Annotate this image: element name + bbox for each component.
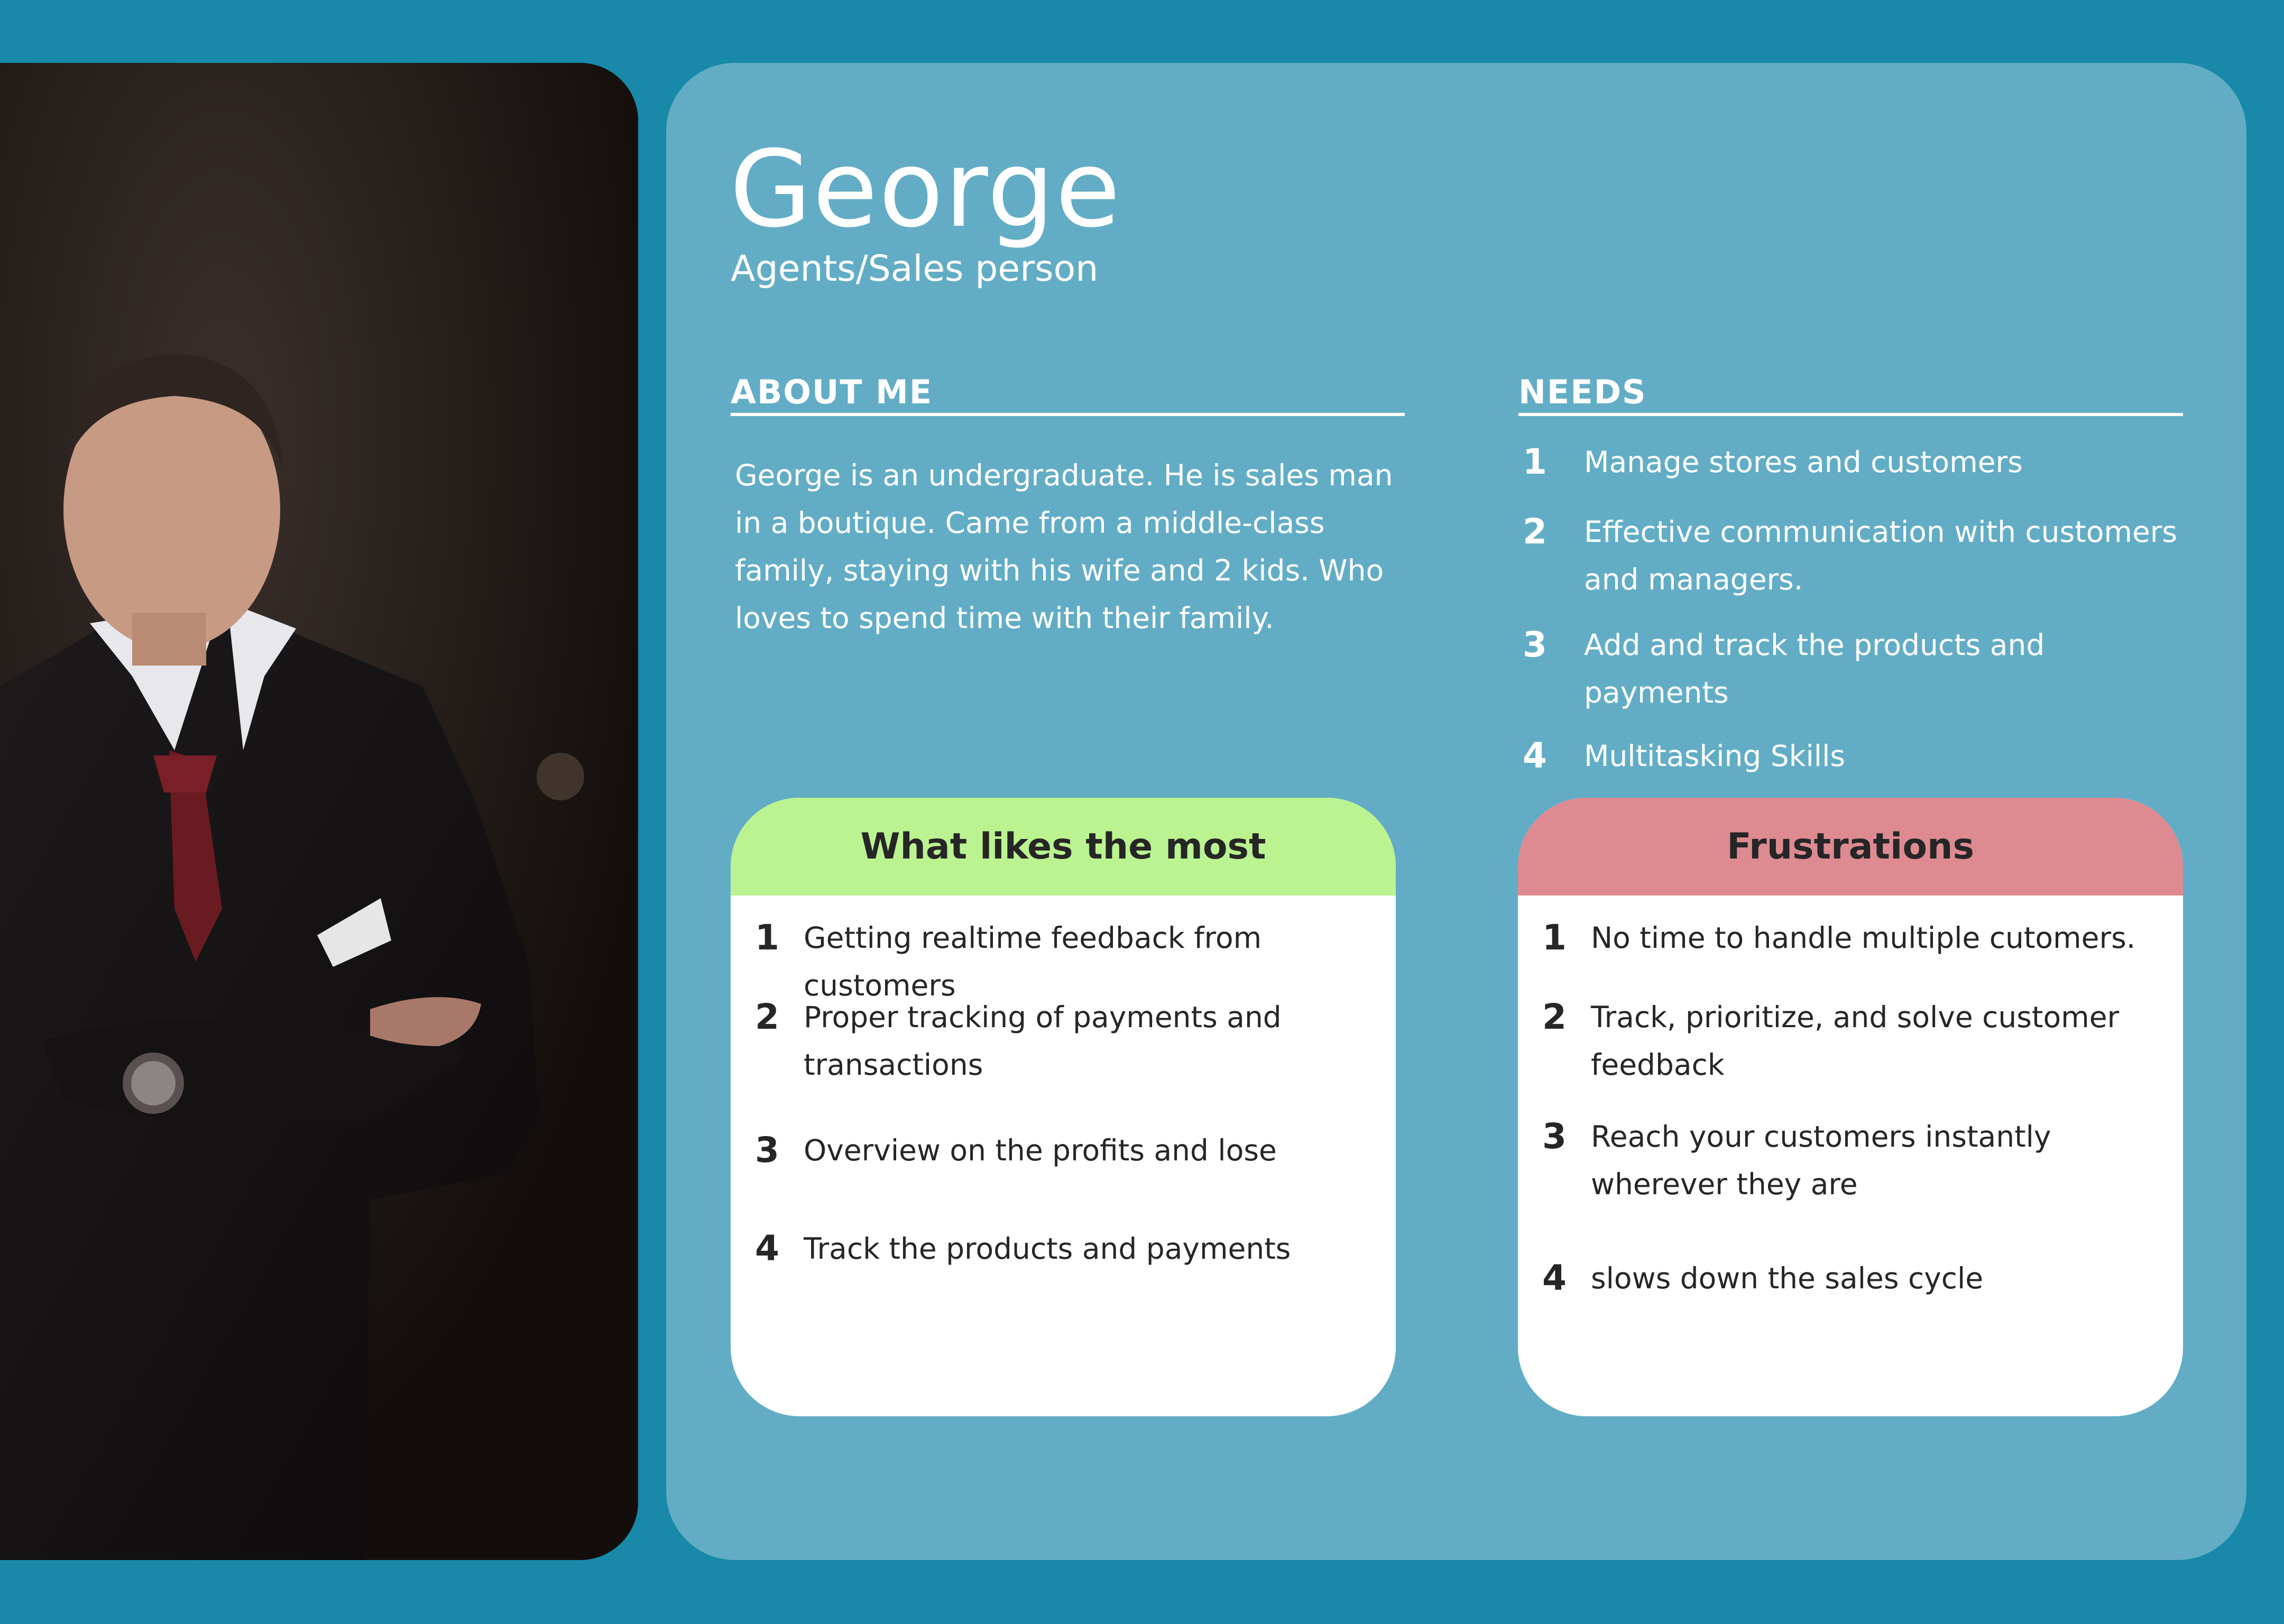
likes-text: Track the products and payments <box>804 1232 1291 1266</box>
need-item <box>1523 621 2184 716</box>
likes-text: Proper tracking of payments and transactions <box>804 1000 1282 1082</box>
likes-item <box>755 1225 1379 1272</box>
frustrations-text: slows down the sales cycle <box>1591 1261 1984 1295</box>
need-number: 4 <box>1523 735 1547 776</box>
needs-heading: NEEDS <box>1518 376 2183 416</box>
man-in-suit-image <box>0 63 638 1560</box>
frustrations-text: No time to handle multiple cutomers. <box>1591 921 2136 955</box>
frustrations-item <box>1542 993 2166 1088</box>
need-number: 2 <box>1523 511 1547 552</box>
likes-heading: What likes the most <box>731 798 1396 896</box>
need-item <box>1523 732 2184 780</box>
likes-text: Getting realtime feedback from customers <box>804 921 1262 1002</box>
need-item <box>1523 438 2184 486</box>
frustrations-box <box>1518 798 2183 1416</box>
need-number: 3 <box>1523 624 1547 665</box>
frustrations-text: Track, prioritize, and solve customer feedback <box>1591 1000 2120 1082</box>
frustrations-item <box>1542 1254 2166 1302</box>
frustrations-number: 3 <box>1542 1116 1567 1157</box>
frustrations-number: 1 <box>1542 917 1567 958</box>
likes-box <box>731 798 1396 1416</box>
need-text: Multitasking Skills <box>1584 739 1846 773</box>
need-text: Add and track the products and payments <box>1584 628 2045 709</box>
likes-item <box>755 993 1379 1088</box>
frustrations-item <box>1542 914 2166 962</box>
likes-text: Overview on the profits and lose <box>804 1133 1277 1167</box>
likes-number: 2 <box>755 996 779 1037</box>
likes-number: 3 <box>755 1130 779 1170</box>
persona-name: George <box>730 128 1122 251</box>
persona-role: Agents/Sales person <box>731 248 1099 290</box>
need-number: 1 <box>1523 441 1547 482</box>
likes-number: 4 <box>755 1228 779 1269</box>
about-heading: ABOUT ME <box>731 376 1405 416</box>
persona-photo <box>0 63 638 1560</box>
frustrations-item <box>1542 1113 2166 1208</box>
about-text: George is an undergraduate. He is sales man in a boutique. Came from a middle-class family, staying with his wife and 2 kids. Who loves to spend time with their family. <box>735 458 1393 635</box>
need-text: Effective communication with customers and managers. <box>1584 515 2178 596</box>
likes-item <box>755 1127 1379 1174</box>
frustrations-text: Reach your customers instantly wherever they are <box>1591 1120 2051 1201</box>
frustrations-number: 4 <box>1542 1258 1567 1298</box>
need-text: Manage stores and customers <box>1584 445 2023 479</box>
frustrations-heading: Frustrations <box>1518 798 2183 896</box>
need-item <box>1523 508 2184 603</box>
persona-card <box>666 63 2246 1560</box>
frustrations-number: 2 <box>1542 996 1567 1037</box>
likes-number: 1 <box>755 917 779 958</box>
